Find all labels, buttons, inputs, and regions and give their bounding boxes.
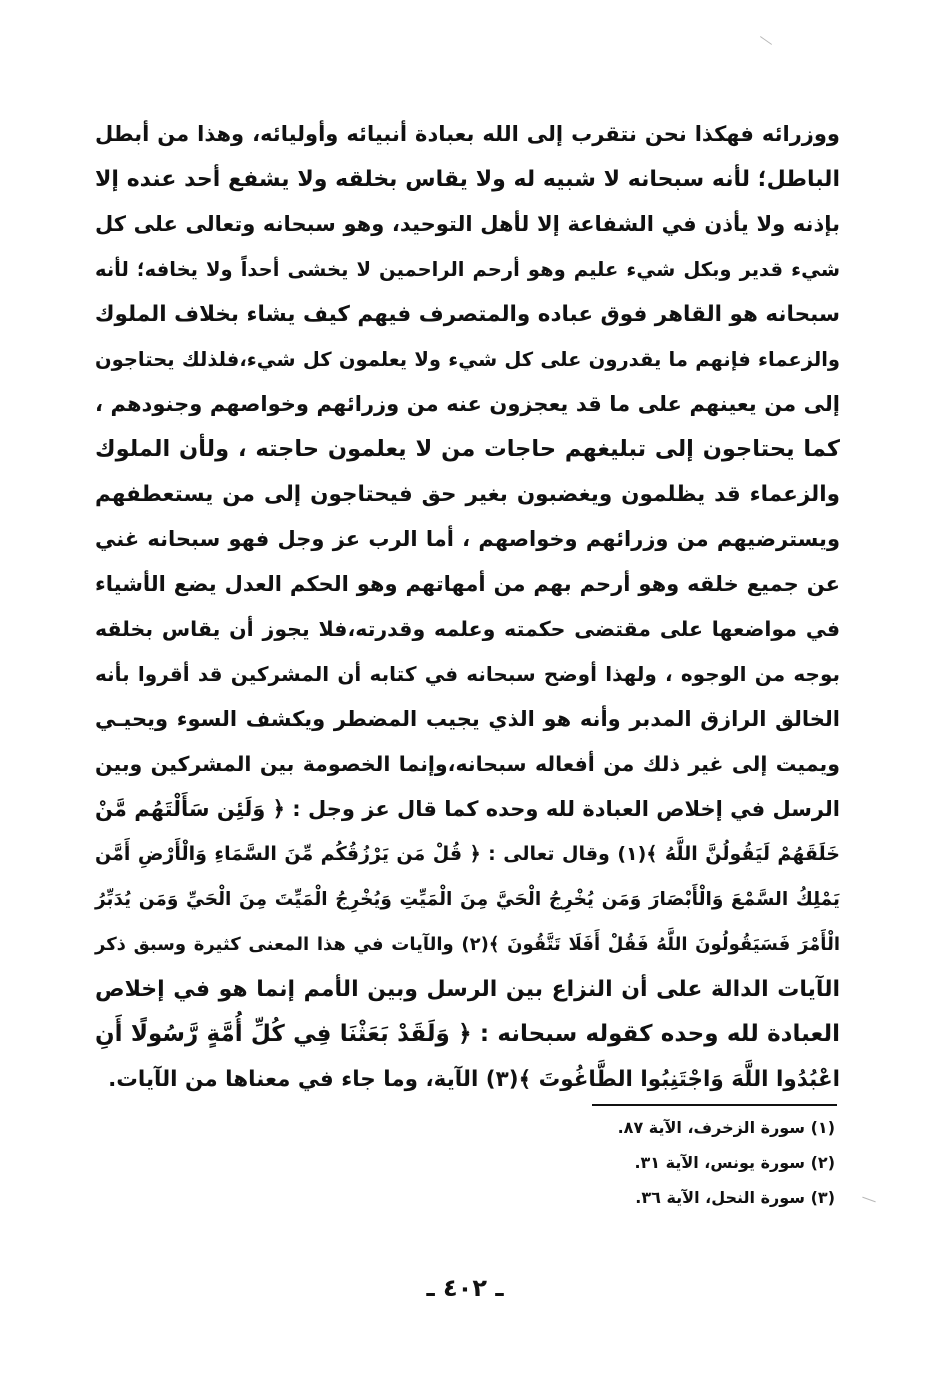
text-line-5: سبحانه هو القاهر فوق عباده والمتصرف فيهم كيف يشاء بخلاف الملوك [94,302,840,327]
text-line-3: بإذنه ولا يأذن في الشفاعة إلا لأهل التوحيد، وهو سبحانه وتعالى على كل [95,212,840,236]
text-line-20: الآيات الدالة على أن النزاع بين الرسل وبين الأمم إنما هو في إخلاص [95,977,840,1002]
text-line-10: ويسترضيهم من وزرائهم وخواصهم ، أما الرب عز وجل فهو سبحانه غني [95,527,840,551]
footnote-1: (١) سورة الزخرف، الآية ٨٧. [617,1118,835,1137]
main-text-block [95,112,840,1102]
text-line-22: اعْبُدُوا اللَّهَ وَاجْتَنِبُوا الطَّاغُوتَ ﴾(٣) الآية، وما جاء في معناها من الآيات. [108,1067,840,1092]
quran-verse-line-19: الْأَمْرَ فَسَيَقُولُونَ اللَّهُ فَقُلْ أَفَلَا تَتَّقُونَ ﴾(٢) والآيات في هذا المعنى كثيرة وسبق ذكر [95,934,840,955]
text-line-13: بوجه من الوجوه ، ولهذا أوضح سبحانه في كتابه أن المشركين قد أقروا بأنه [95,662,840,686]
text-line-12: في مواضعها على مقتضى حكمته وعلمه وقدرته،فلا يجوز أن يقاس بخلقه [95,617,840,641]
page-number: ـ ٤٠٢ ـ [426,1274,504,1302]
footnotes-block [500,1110,835,1215]
quran-verse-line-18: يَمْلِكُ السَّمْعَ وَالْأَبْصَارَ وَمَن يُخْرِجُ الْحَيَّ مِنَ الْمَيِّتِ وَيُخْرِجُ الْمَيِّتَ مِنَ الْحَيِّ وَمَن يُدَبِّرُ [95,889,840,910]
footnote-separator [592,1104,837,1106]
text-line-14: الخالق الرازق المدبر وأنه هو الذي يجيب المضطر ويكشف السوء ويحيـي [95,707,840,731]
text-line-9: والزعماء قد يظلمون ويغضبون بغير حق فيحتاجون إلى من يستعطفهم [95,482,840,507]
quran-verse-line-17: خَلَقَهُمْ لَيَقُولُنَّ اللَّهُ ﴾(١) وقال تعالى : ﴿ قُلْ مَن يَرْزُقُكُم مِّنَ السَّمَاءِ وَالْأَرْضِ أَمَّن [95,843,840,865]
text-line-2: الباطل؛ لأنه سبحانه لا شبيه له ولا يقاس بخلقه ولا يشفع أحد عنده إلا [95,167,840,192]
scan-speck-bottom [862,1197,875,1203]
text-line-16: الرسل في إخلاص العبادة لله وحده كما قال عز وجل : ﴿ وَلَئِن سَأَلْتَهُم مَّنْ [95,797,840,821]
footnote-3: (٣) سورة النحل، الآية ٣٦. [635,1188,835,1207]
text-line-1: ووزرائه فهكذا نحن نتقرب إلى الله بعبادة أنبيائه وأوليائه، وهذا من أبطل [95,122,840,146]
text-line-7: إلى من يعينهم على ما قد يعجزون عنه من وزرائهم وخواصهم وجنودهم ، [95,392,840,416]
scan-speck-top [760,36,772,45]
text-line-6: والزعماء فإنهم ما يقدرون على كل شيء ولا يعلمون كل شيء،فلذلك يحتاجون [95,348,840,371]
text-line-11: عن جميع خلقه وهو أرحم بهم من أمهاتهم وهو الحكم العدل يضع الأشياء [95,572,840,596]
text-line-4: شيء قدير وبكل شيء عليم وهو أرحم الراحمين لا يخشى أحداً ولا يخافه؛ لأنه [95,258,840,281]
footnote-2: (٢) سورة يونس، الآية ٣١. [634,1153,835,1172]
text-line-21: العبادة لله وحده كقوله سبحانه : ﴿ وَلَقَدْ بَعَثْنَا فِي كُلِّ أُمَّةٍ رَّسُولًا أَنِ [95,1021,840,1047]
text-line-8: كما يحتاجون إلى تبليغهم حاجات من لا يعلمون حاجته ، ولأن الملوك [95,436,840,462]
text-line-15: ويميت إلى غير ذلك من أفعاله سبحانه،وإنما الخصومة بين المشركين وبين [95,752,840,776]
